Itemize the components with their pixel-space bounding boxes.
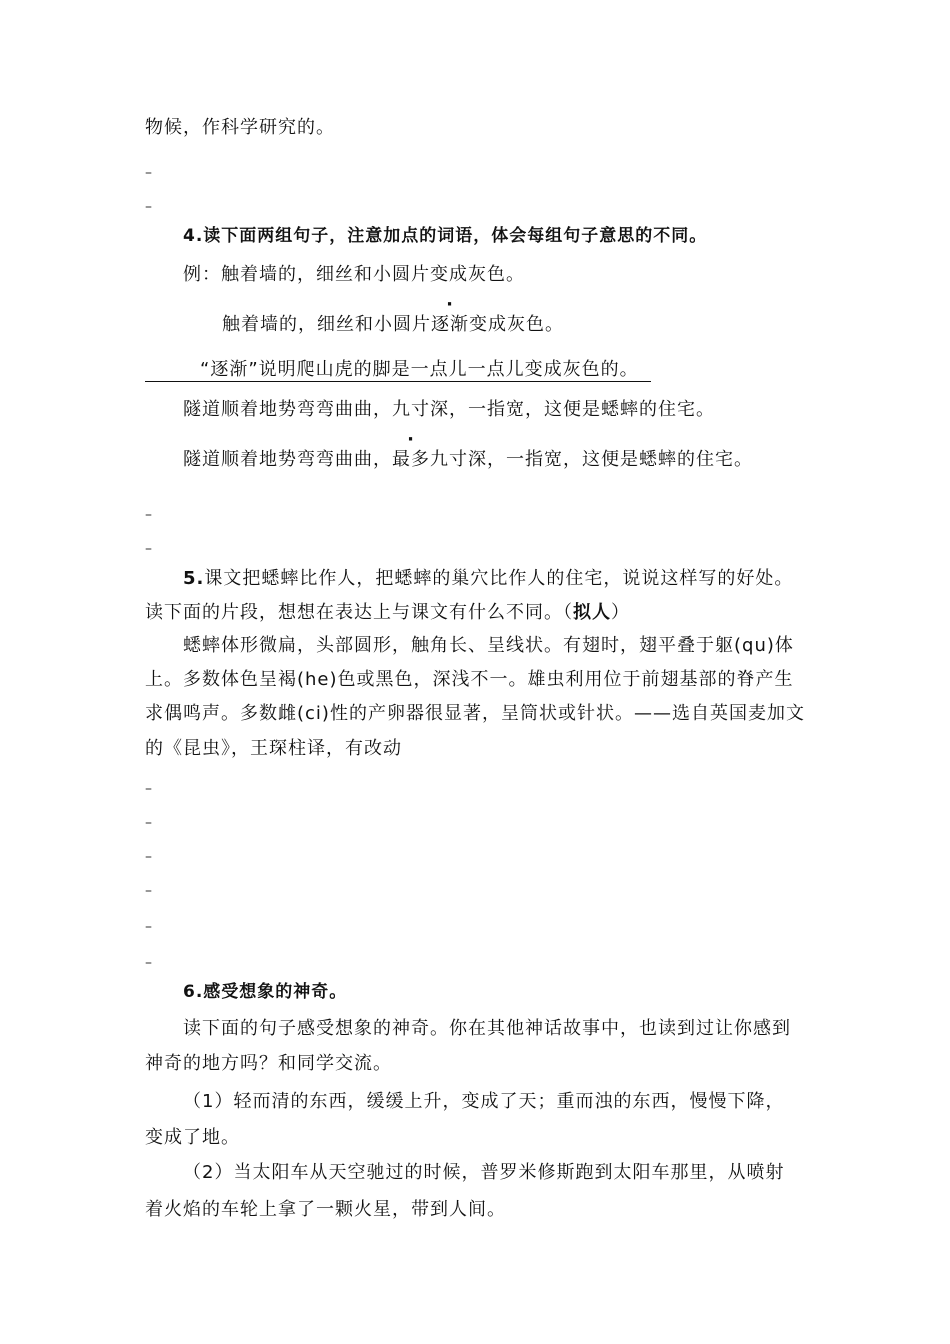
question-5-line-2	[145, 601, 630, 625]
question-5-number: 5.	[183, 568, 205, 589]
answer-blank: –	[145, 955, 152, 971]
dotted-word: 最多	[392, 449, 430, 470]
answer-blank: –	[145, 919, 152, 935]
sentence-2-line-2: 着火焰的车轮上拿了一颗火星，带到人间。	[145, 1199, 506, 1220]
sentence-2-line-1: （2）当太阳车从天空驰过的时候，普罗米修斯跑到太阳车那里，从喷射	[183, 1162, 785, 1183]
answer-blank: –	[145, 849, 152, 865]
passage-line-4: 的《昆虫》，王琛柱译，有改动	[145, 738, 402, 759]
answer-blank: –	[145, 883, 152, 899]
answer-blank: –	[145, 541, 152, 557]
answer-blank: –	[145, 507, 152, 523]
answer-blank: –	[145, 781, 152, 797]
question-5-text: 课文把蟋蟀比作人，把蟋蟀的巢穴比作人的住宅，说说这样写的好处。	[204, 568, 794, 589]
question-5-close: ）	[611, 602, 630, 623]
dotted-word: 逐渐	[431, 314, 469, 335]
sentence-1-line-1: （1）轻而清的东西，缓缓上升，变成了天；重而浊的东西，慢慢下降，	[183, 1091, 785, 1112]
passage-line-2: 上。多数体色呈褐(he)色或黑色，深浅不一。雄虫利用位于前翅基部的脊产生	[145, 669, 794, 690]
question-5-hint: 拟人	[573, 602, 611, 623]
example-1b-post: 变成灰色。	[469, 314, 564, 335]
example-1-note: “逐渐”说明爬山虎的脚是一点儿一点儿变成灰色的。	[200, 359, 639, 380]
question-6-line-1: 读下面的句子感受想象的神奇。你在其他神话故事中，也读到过让你感到	[183, 1018, 791, 1039]
answer-blank: –	[145, 199, 152, 215]
question-5-text-2: 读下面的片段，想想在表达上与课文有什么不同。（	[145, 602, 573, 623]
question-5-line-1	[183, 567, 793, 591]
example-1a: 例：触着墙的，细丝和小圆片变成灰色。	[183, 264, 525, 285]
example-2b-pre: 隧道顺着地势弯弯曲曲，	[183, 449, 392, 470]
example-2b	[183, 448, 753, 472]
answer-blank: –	[145, 815, 152, 831]
sentence-1-line-2: 变成了地。	[145, 1127, 240, 1148]
example-1b	[222, 313, 564, 337]
question-4-title: 4.读下面两组句子，注意加点的词语，体会每组句子意思的不同。	[183, 226, 708, 246]
answer-blank: –	[145, 165, 152, 181]
underline	[145, 381, 651, 382]
line-intro: 物候，作科学研究的。	[145, 117, 335, 138]
question-6-title: 6.感受想象的神奇。	[183, 982, 348, 1002]
example-1b-pre: 触着墙的，细丝和小圆片	[222, 314, 431, 335]
passage-line-1: 蟋蟀体形微扁，头部圆形，触角长、呈线状。有翅时，翅平叠于躯(qu)体	[183, 635, 794, 656]
example-2a: 隧道顺着地势弯弯曲曲，九寸深，一指宽，这便是蟋蟀的住宅。	[183, 399, 715, 420]
question-6-line-2: 神奇的地方吗？和同学交流。	[145, 1053, 392, 1074]
example-2b-post: 九寸深，一指宽，这便是蟋蟀的住宅。	[430, 449, 753, 470]
passage-line-3: 求偶鸣声。多数雌(ci)性的产卵器很显著，呈筒状或针状。——选自英国麦加文	[145, 703, 805, 724]
